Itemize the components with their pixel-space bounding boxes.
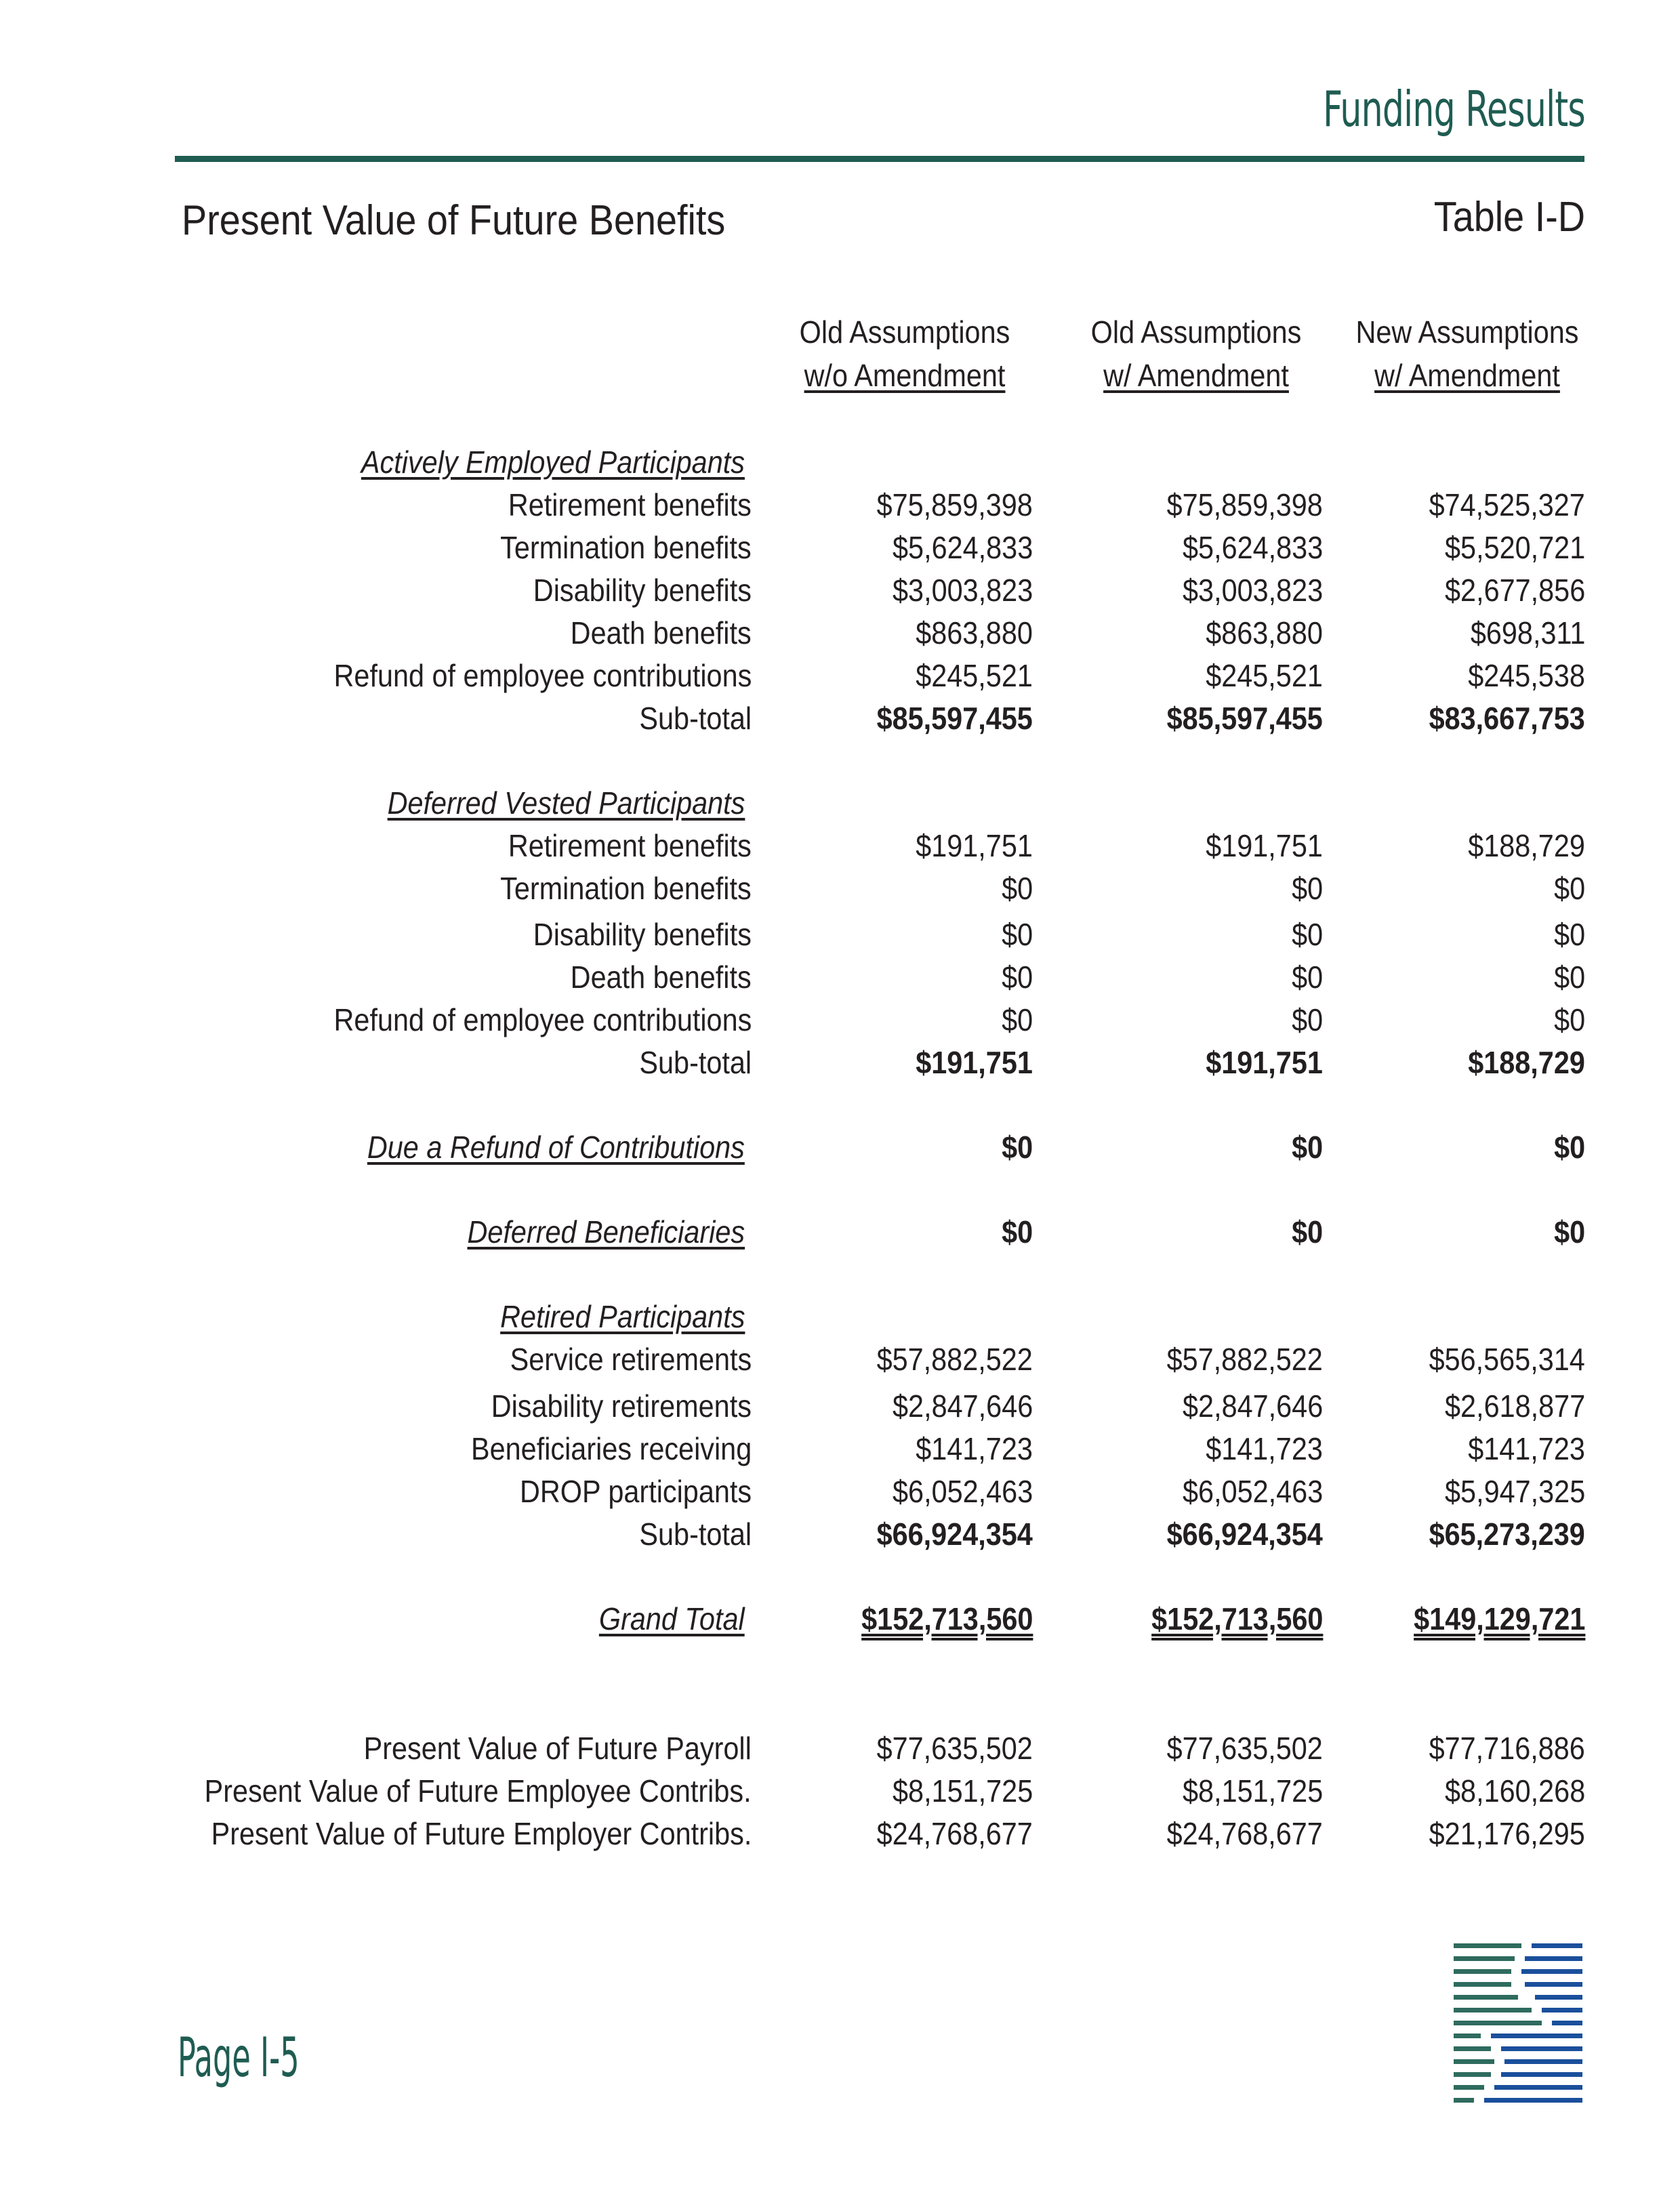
value-cell: $863,880 — [916, 615, 1033, 651]
value-cell: $0 — [1553, 871, 1585, 906]
row-label: Disability benefits — [533, 917, 752, 952]
value-cell: $0 — [1001, 959, 1033, 995]
header-rule — [175, 156, 1584, 162]
value-cell: $245,521 — [1206, 658, 1323, 693]
value-cell: $75,859,398 — [1166, 487, 1323, 522]
group-heading-row — [0, 444, 1680, 486]
group-heading: Due a Refund of Contributions — [367, 1130, 745, 1165]
row-label: Present Value of Future Employer Contribs. — [211, 1816, 752, 1851]
value-cell: $3,003,823 — [1182, 573, 1323, 608]
row-label: Death benefits — [571, 959, 752, 995]
value-cell: $5,624,833 — [892, 530, 1033, 565]
page-title: Present Value of Future Benefits — [182, 197, 726, 244]
value-cell: $0 — [1291, 1130, 1323, 1165]
row-label: Death benefits — [571, 615, 752, 651]
value-cell: $191,751 — [1206, 828, 1323, 863]
value-cell: $0 — [1001, 871, 1033, 906]
table-row — [0, 529, 1680, 571]
value-cell: $77,635,502 — [876, 1731, 1033, 1766]
value-cell: $8,151,725 — [1182, 1773, 1323, 1809]
value-cell: $6,052,463 — [1182, 1474, 1323, 1509]
row-label: Disability retirements — [491, 1388, 752, 1424]
summary-row-due-refund — [0, 1129, 1680, 1171]
table-row — [0, 959, 1680, 1001]
subtotal-cell: $83,667,753 — [1429, 701, 1585, 736]
value-cell: $74,525,327 — [1429, 487, 1585, 522]
row-label: Beneficiaries receiving — [470, 1431, 752, 1466]
table-row — [0, 1430, 1680, 1472]
section-title: Funding Results — [1323, 81, 1585, 138]
column-header-line2: w/ Amendment — [1374, 358, 1560, 393]
row-label: Sub-total — [639, 1045, 752, 1080]
grand-total-cell: $152,713,560 — [1151, 1601, 1323, 1636]
row-label: DROP participants — [519, 1474, 752, 1509]
table-row — [0, 916, 1680, 958]
subtotal-cell: $66,924,354 — [876, 1516, 1033, 1552]
row-label: Retirement benefits — [508, 487, 752, 522]
page-number: Page I-5 — [178, 2026, 300, 2089]
value-cell: $57,882,522 — [1166, 1342, 1323, 1377]
subtotal-cell: $188,729 — [1468, 1045, 1585, 1080]
column-header-line1: New Assumptions — [1355, 314, 1579, 350]
summary-row-deferred-beneficiaries — [0, 1214, 1680, 1256]
value-cell: $75,859,398 — [876, 487, 1033, 522]
value-cell: $0 — [1291, 871, 1323, 906]
value-cell: $2,847,646 — [892, 1388, 1033, 1424]
group-heading: Deferred Vested Participants — [387, 785, 745, 821]
value-cell: $0 — [1553, 917, 1585, 952]
table-id: Table I-D — [1433, 194, 1585, 241]
grand-total-label: Grand Total — [599, 1601, 745, 1636]
value-cell: $0 — [1291, 1002, 1323, 1037]
value-cell: $0 — [1001, 1002, 1033, 1037]
value-cell: $141,723 — [1468, 1431, 1585, 1466]
group-heading-row — [0, 1298, 1680, 1340]
subtotal-row — [0, 700, 1680, 742]
value-cell: $2,618,877 — [1444, 1388, 1585, 1424]
row-label: Refund of employee contributions — [333, 658, 752, 693]
subtotal-row — [0, 1044, 1680, 1086]
present-value-row — [0, 1773, 1680, 1815]
value-cell: $0 — [1553, 959, 1585, 995]
grand-total-cell: $149,129,721 — [1413, 1601, 1585, 1636]
value-cell: $6,052,463 — [892, 1474, 1033, 1509]
column-header-old-wo-amendment — [764, 310, 1045, 397]
value-cell: $0 — [1291, 917, 1323, 952]
value-cell: $0 — [1291, 1214, 1323, 1250]
subtotal-row — [0, 1516, 1680, 1558]
value-cell: $77,716,886 — [1429, 1731, 1585, 1766]
striped-s-logo-icon — [1450, 1938, 1586, 2107]
table-row — [0, 657, 1680, 699]
value-cell: $245,521 — [916, 658, 1033, 693]
value-cell: $141,723 — [1206, 1431, 1323, 1466]
row-label: Termination benefits — [500, 871, 752, 906]
row-label: Service retirements — [510, 1342, 752, 1377]
value-cell: $0 — [1291, 959, 1323, 995]
value-cell: $0 — [1001, 1214, 1033, 1250]
group-heading: Deferred Beneficiaries — [467, 1214, 745, 1250]
value-cell: $5,520,721 — [1444, 530, 1585, 565]
table-row — [0, 487, 1680, 529]
table-row — [0, 827, 1680, 869]
value-cell: $0 — [1553, 1130, 1585, 1165]
subtotal-cell: $85,597,455 — [876, 701, 1033, 736]
value-cell: $8,151,725 — [892, 1773, 1033, 1809]
row-label: Present Value of Future Payroll — [363, 1731, 752, 1766]
value-cell: $77,635,502 — [1166, 1731, 1323, 1766]
table-row — [0, 1473, 1680, 1515]
present-value-row — [0, 1815, 1680, 1857]
column-header-line1: Old Assumptions — [1090, 314, 1302, 350]
subtotal-cell: $191,751 — [1206, 1045, 1323, 1080]
row-label: Present Value of Future Employee Contribs. — [205, 1773, 752, 1809]
row-label: Disability benefits — [533, 573, 752, 608]
table-row — [0, 615, 1680, 657]
row-label: Retirement benefits — [508, 828, 752, 863]
value-cell: $698,311 — [1470, 615, 1585, 651]
value-cell: $24,768,677 — [876, 1816, 1033, 1851]
grand-total-cell: $152,713,560 — [861, 1601, 1033, 1636]
table-row — [0, 1388, 1680, 1430]
subtotal-cell: $66,924,354 — [1166, 1516, 1323, 1552]
value-cell: $0 — [1553, 1214, 1585, 1250]
value-cell: $188,729 — [1468, 828, 1585, 863]
row-label: Refund of employee contributions — [333, 1002, 752, 1037]
value-cell: $3,003,823 — [892, 573, 1033, 608]
column-header-old-w-amendment — [1056, 310, 1336, 397]
value-cell: $0 — [1001, 917, 1033, 952]
group-heading-row — [0, 785, 1680, 827]
column-header-line1: Old Assumptions — [799, 314, 1010, 350]
table-row — [0, 1002, 1680, 1044]
subtotal-cell: $85,597,455 — [1166, 701, 1323, 736]
column-header-line2: w/o Amendment — [804, 358, 1006, 393]
value-cell: $5,947,325 — [1444, 1474, 1585, 1509]
value-cell: $245,538 — [1468, 658, 1585, 693]
column-header-new-w-amendment — [1327, 310, 1607, 397]
value-cell: $2,677,856 — [1444, 573, 1585, 608]
value-cell: $863,880 — [1206, 615, 1323, 651]
subtotal-cell: $191,751 — [916, 1045, 1033, 1080]
value-cell: $5,624,833 — [1182, 530, 1323, 565]
value-cell: $21,176,295 — [1429, 1816, 1585, 1851]
row-label: Termination benefits — [500, 530, 752, 565]
row-label: Sub-total — [639, 701, 752, 736]
group-heading: Retired Participants — [499, 1299, 745, 1334]
value-cell: $0 — [1001, 1130, 1033, 1165]
value-cell: $56,565,314 — [1429, 1342, 1585, 1377]
value-cell: $191,751 — [916, 828, 1033, 863]
value-cell: $2,847,646 — [1182, 1388, 1323, 1424]
table-row — [0, 1341, 1680, 1383]
group-heading: Actively Employed Participants — [361, 445, 745, 480]
row-label: Sub-total — [639, 1516, 752, 1552]
value-cell: $0 — [1553, 1002, 1585, 1037]
subtotal-cell: $65,273,239 — [1429, 1516, 1585, 1552]
value-cell: $24,768,677 — [1166, 1816, 1323, 1851]
column-header-line2: w/ Amendment — [1103, 358, 1289, 393]
present-value-row — [0, 1730, 1680, 1772]
grand-total-row — [0, 1601, 1680, 1643]
table-row — [0, 572, 1680, 614]
value-cell: $8,160,268 — [1444, 1773, 1585, 1809]
value-cell: $57,882,522 — [876, 1342, 1033, 1377]
value-cell: $141,723 — [916, 1431, 1033, 1466]
table-row — [0, 870, 1680, 912]
